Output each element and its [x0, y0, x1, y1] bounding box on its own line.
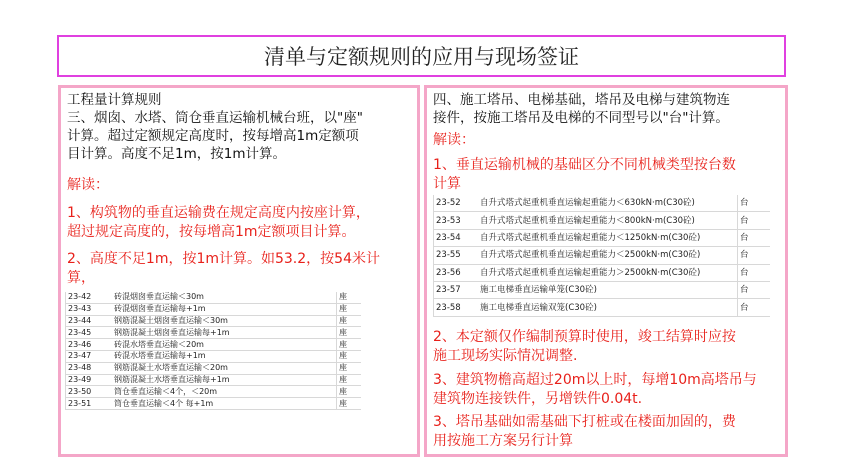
- table-row: [434, 299, 771, 316]
- cell-name: 砖混水塔垂直运输＜20m: [112, 339, 337, 351]
- left-interp-1-line: 1、构筑物的垂直运输费在规定高度内按座计算，: [67, 205, 370, 221]
- right-interp-1-line: 计算: [433, 176, 461, 192]
- table-row: [434, 195, 771, 212]
- cell-unit: 台: [738, 299, 771, 316]
- right-quota-table: [433, 195, 770, 317]
- cell-unit: 座: [337, 339, 362, 351]
- right-interp-1-line: 1、垂直运输机械的基础区分不同机械类型按台数: [433, 157, 736, 173]
- cell-code: 23-56: [434, 264, 479, 281]
- cell-unit: 座: [337, 374, 362, 386]
- table-row: [66, 292, 362, 303]
- cell-name: 钢筋混凝土水塔垂直运输＜20m: [112, 362, 337, 374]
- left-rule-line: 目计算。高度不足1m，按1m计算。: [67, 146, 286, 162]
- right-interp-4-line: 用按施工方案另行计算: [433, 433, 573, 449]
- cell-code: 23-42: [66, 292, 113, 303]
- cell-name: 自升式塔式起重机垂直运输起重能力＞2500kN·m(C30砼): [478, 264, 738, 281]
- cell-code: 23-44: [66, 315, 113, 327]
- right-panel: [424, 85, 788, 457]
- table-row: [66, 327, 362, 339]
- cell-code: 23-45: [66, 327, 113, 339]
- table-row: [434, 281, 771, 298]
- cell-name: 自升式塔式起重机垂直运输起重能力＜2500kN·m(C30砼): [478, 247, 738, 264]
- cell-code: 23-52: [434, 195, 479, 212]
- cell-code: 23-51: [66, 398, 113, 410]
- left-interp-1-line: 超过规定高度的，按每增高1m定额项目计算。: [67, 224, 356, 240]
- left-rule-line: 计算。超过定额规定高度时，按每增高1m定额项: [67, 128, 359, 144]
- cell-unit: 座: [337, 386, 362, 398]
- cell-unit: 座: [337, 350, 362, 362]
- left-quota-table: [65, 292, 361, 410]
- cell-unit: 台: [738, 195, 771, 212]
- table-row: [66, 339, 362, 351]
- cell-code: 23-48: [66, 362, 113, 374]
- left-interp-label: 解读：: [67, 177, 109, 193]
- cell-name: 施工电梯垂直运输双笼(C30砼): [478, 299, 738, 316]
- cell-name: 砖混水塔垂直运输每+1m: [112, 350, 337, 362]
- cell-name: 钢筋混凝土烟囱垂直运输＜30m: [112, 315, 337, 327]
- cell-code: 23-50: [66, 386, 113, 398]
- cell-name: 砖混烟囱垂直运输每+1m: [112, 303, 337, 315]
- cell-code: 23-46: [66, 339, 113, 351]
- table-row: [434, 229, 771, 246]
- left-interp-2-line: 算，: [67, 270, 95, 286]
- page-title: 清单与定额规则的应用与现场签证: [264, 45, 579, 69]
- table-row: [66, 303, 362, 315]
- cell-code: 23-55: [434, 247, 479, 264]
- cell-code: 23-47: [66, 350, 113, 362]
- cell-unit: 座: [337, 362, 362, 374]
- cell-unit: 座: [337, 398, 362, 410]
- cell-code: 23-53: [434, 212, 479, 229]
- cell-name: 自升式塔式起重机垂直运输起重能力＜630kN·m(C30砼): [478, 195, 738, 212]
- right-interp-4: [433, 413, 781, 451]
- left-rule-line: 三、烟囱、水塔、筒仓垂直运输机械台班，以"座": [67, 110, 363, 126]
- table-row: [434, 212, 771, 229]
- right-rule-line: 接件，按施工塔吊及电梯的不同型号以"台"计算。: [433, 110, 729, 126]
- table-row: [66, 315, 362, 327]
- right-interp-2: [433, 328, 781, 366]
- table-row: [434, 247, 771, 264]
- cell-unit: 座: [337, 303, 362, 315]
- cell-name: 筒仓垂直运输＜4个，＜20m: [112, 386, 337, 398]
- cell-unit: 座: [337, 292, 362, 303]
- table-row: [66, 386, 362, 398]
- title-box: [57, 35, 786, 77]
- left-interp-1: [67, 204, 413, 242]
- cell-name: 筒仓垂直运输＜4个 每+1m: [112, 398, 337, 410]
- right-rule-text: [433, 91, 781, 127]
- left-interp-2: [67, 250, 413, 288]
- cell-code: 23-57: [434, 281, 479, 298]
- left-rule-text: [67, 91, 413, 163]
- left-panel: [58, 85, 420, 457]
- right-interp-1: [433, 156, 781, 194]
- cell-name: 施工电梯垂直运输单笼(C30砼): [478, 281, 738, 298]
- cell-name: 砖混烟囱垂直运输＜30m: [112, 292, 337, 303]
- cell-code: 23-43: [66, 303, 113, 315]
- cell-unit: 台: [738, 247, 771, 264]
- left-heading: 工程量计算规则: [67, 92, 162, 108]
- cell-unit: 座: [337, 327, 362, 339]
- cell-code: 23-49: [66, 374, 113, 386]
- right-interp-3-line: 3、建筑物檐高超过20m以上时，每增10m高塔吊与: [433, 372, 757, 388]
- cell-unit: 台: [738, 264, 771, 281]
- right-interp-label: 解读：: [433, 132, 475, 148]
- cell-name: 自升式塔式起重机垂直运输起重能力＜800kN·m(C30砼): [478, 212, 738, 229]
- cell-unit: 台: [738, 212, 771, 229]
- right-rule-line: 四、施工塔吊、电梯基础，塔吊及电梯与建筑物连: [433, 92, 730, 108]
- table-row: [66, 398, 362, 410]
- cell-code: 23-54: [434, 229, 479, 246]
- right-interp-2-line: 2、本定额仅作编制预算时使用，竣工结算时应按: [433, 329, 736, 345]
- right-interp-2-line: 施工现场实际情况调整.: [433, 348, 578, 364]
- cell-unit: 座: [337, 315, 362, 327]
- cell-unit: 台: [738, 281, 771, 298]
- left-interp-2-line: 2、高度不足1m，按1m计算。如53.2，按54米计: [67, 251, 380, 267]
- right-interp-3: [433, 371, 781, 409]
- cell-name: 钢筋混凝土烟囱垂直运输每+1m: [112, 327, 337, 339]
- cell-code: 23-58: [434, 299, 479, 316]
- cell-name: 自升式塔式起重机垂直运输起重能力＜1250kN·m(C30砼): [478, 229, 738, 246]
- table-row: [434, 264, 771, 281]
- cell-unit: 台: [738, 229, 771, 246]
- table-row: [66, 362, 362, 374]
- right-interp-3-line: 建筑物连接铁件，另增铁件0.04t.: [433, 391, 643, 407]
- table-row: [66, 350, 362, 362]
- table-row: [66, 374, 362, 386]
- right-interp-4-line: 3、塔吊基础如需基础下打桩或在楼面加固的，费: [433, 414, 736, 430]
- cell-name: 钢筋混凝土水塔垂直运输每+1m: [112, 374, 337, 386]
